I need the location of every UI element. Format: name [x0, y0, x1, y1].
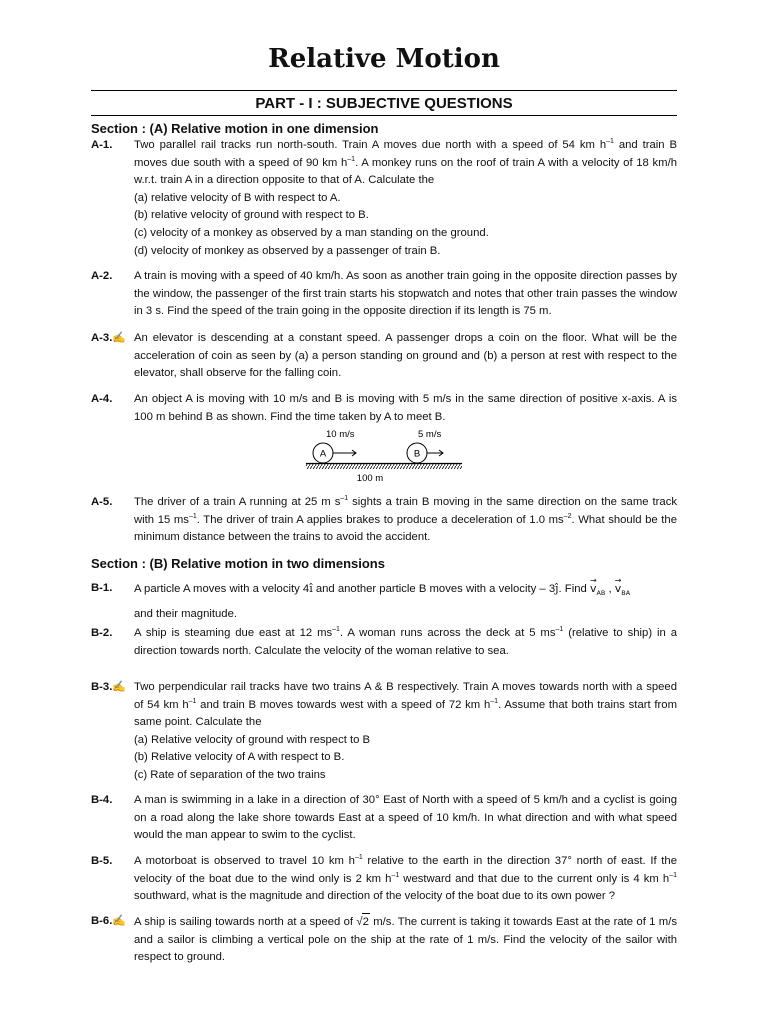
distance-label: 100 m: [356, 473, 384, 484]
question-b4: [91, 792, 677, 845]
question-text: A particle A moves with a velocity 4î and another particle B moves with a velocity – 3ĵ. Find → $v_{AB}$ , → $v_{BA}$: [134, 580, 677, 603]
question-text: Two perpendicular rail tracks have two trains A & B respectively. Train A moves towards north with a speed of 54 km $h^{-1}$ and train B moves towards west with a speed of 72 km $h^{-1}$. Assume that both trains start from same point. Calculate the: [134, 681, 677, 729]
question-text: Two parallel rail tracks run north-south. Train A moves due north with a speed of 54 km $h^{-1}$ and train B moves due south with a speed of 90 km $h^{-1}$. A monkey runs on the roof of train A with a velocity of 18 km/h w.r.t. train A in a direction opposite to that of A. Calculate the: [134, 138, 678, 187]
option-b: (b) Relative velocity of A with respect to B.: [134, 751, 345, 764]
object-a-label: A: [319, 448, 327, 460]
sqrt-expression: √2: [356, 916, 370, 928]
option-b: (b) relative velocity of ground with respect to B.: [134, 209, 369, 222]
section-b-heading: Section : (B) Relative motion in two dimensions: [91, 556, 385, 571]
option-a: (a) Relative velocity of ground with respect to B: [134, 733, 371, 746]
speed-a-label: 10 m/s: [326, 429, 355, 440]
question-b1: [91, 580, 677, 623]
question-text: A train is moving with a speed of 40 km/h. As soon as another train going in the opposite direction passes by the window, the passenger of the first train starts his stopwatch and notes that other train passes the window in 3 s. Find the speed of the train going in the opposite direction if its length is 75 m.: [134, 270, 677, 318]
arrow-a: [333, 450, 356, 456]
part-heading: PART - I : SUBJECTIVE QUESTIONS: [255, 95, 513, 112]
question-text-end: and their magnitude.: [134, 607, 237, 620]
question-number: A-2.: [91, 270, 113, 282]
question-text: A man is swimming in a lake in a direction of 30° East of North with a speed of 5 km/h and a cyclist is going on a road along the lake shore towards East at a speed of 10 km/h. In what direction and with what speed would the man appear to swim to the cyclist.: [134, 794, 677, 842]
pen-icon: ✍: [112, 681, 127, 693]
question-text: An object A is moving with 10 m/s and B is moving with 5 m/s in the same direction of positive x-axis. A is 100 m behind B as shown. Find the time taken by A to meet B.: [134, 393, 677, 423]
pen-icon: ✍: [112, 915, 127, 927]
unit-vector-i: î: [309, 582, 313, 595]
question-text: An elevator is descending at a constant speed. A passenger drops a coin on the floor. What will be the acceleration of coin as seen by (a) a person standing on ground and (b) a person at rest with respect to the elevator, shall observe for the falling coin.: [134, 332, 677, 380]
question-a2: [91, 268, 677, 321]
question-text: A ship is steaming due east at 12 $ms^{-1}$. A woman runs across the deck at 5 $ms^{-1}$ (relative to ship) in a direction towards north. Calculate the velocity of the woman relative to sea.: [134, 626, 677, 657]
pen-icon: ✍: [112, 332, 127, 344]
question-number: A-4.: [91, 393, 113, 405]
question-number: A-3.✍: [91, 330, 126, 348]
question-a1: [91, 137, 677, 260]
arrow-b: [427, 450, 443, 456]
a4-figure: [300, 426, 470, 486]
page-title: Relative Motion: [268, 44, 500, 74]
option-d: (d) velocity of monkey as observed by a passenger of train B.: [134, 244, 441, 257]
question-number: A-5.: [91, 496, 113, 508]
question-number: B-2.: [91, 627, 113, 639]
question-number: B-3.✍: [91, 679, 126, 697]
question-b2: [91, 625, 677, 660]
option-c: (c) Rate of separation of the two trains: [134, 768, 326, 781]
question-b5: [91, 853, 677, 906]
question-b6: [91, 913, 677, 967]
option-a: (a) relative velocity of B with respect to A.: [134, 191, 341, 204]
question-a4: [91, 391, 677, 426]
vector-v-ab: → $v_{AB}$: [590, 580, 605, 603]
option-c: (c) velocity of a monkey as observed by a man standing on the ground.: [134, 226, 489, 239]
object-b-label: B: [413, 448, 421, 460]
question-number: B-5.: [91, 855, 113, 867]
question-a5: [91, 494, 677, 547]
speed-b-label: 5 m/s: [418, 429, 442, 440]
section-a-heading: Section : (A) Relative motion in one dimension: [91, 121, 379, 136]
vector-v-ba: → $v_{BA}$: [615, 580, 630, 603]
unit-vector-j: ĵ: [555, 582, 559, 595]
question-number: B-1.: [91, 582, 113, 594]
question-a3: [91, 330, 677, 383]
question-text: A ship is sailing towards north at a speed of √2 m/s. The current is taking it towards East at the rate of 1 m/s and a sailor is climbing a vertical pole on the ship at the rate of 1 m/s. Find the velocity of the sailor with respect to ground.: [134, 913, 677, 967]
question-text: A motorboat is observed to travel 10 km $h^{-1}$ relative to the earth in the direction 37° north of east. If the velocity of the boat due to the wind only is 2 km $h^{-1}$ westward and that due to the current only is 4 km $h^{-1}$ southward, what is the magnitude and direction of the velocity of the boat due to its own power ?: [134, 854, 677, 903]
question-number: A-1.: [91, 139, 113, 151]
question-number: B-6.✍: [91, 913, 126, 931]
ground-hatch: [306, 464, 462, 469]
question-b3: [91, 679, 677, 785]
part-rule: [91, 115, 677, 116]
top-rule: [91, 90, 677, 91]
question-number: B-4.: [91, 794, 113, 806]
question-text: The driver of a train A running at 25 m $s^{-1}$ sights a train B moving in the same direction on the same track with 15 $ms^{-1}$. The driver of train A applies brakes to produce a deceleration of 1.0 $ms^{-2}$. What should be the minimum distance between the trains to avoid the accident.: [134, 495, 677, 544]
